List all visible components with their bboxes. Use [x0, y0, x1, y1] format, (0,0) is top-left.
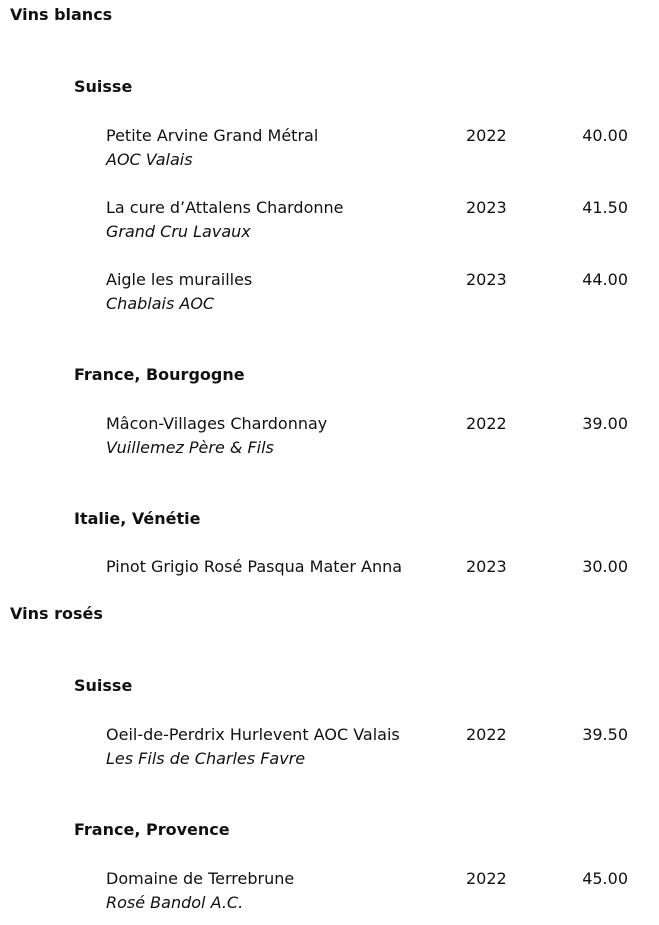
wine-appellation: Chablais AOC: [106, 294, 215, 313]
wine-year: 2023: [466, 557, 507, 576]
wine-name: Domaine de Terrebrune: [106, 869, 295, 888]
wine-item: [106, 555, 636, 579]
wine-price: 45.00: [582, 869, 628, 888]
wine-year: 2022: [466, 869, 507, 888]
wine-year: 2023: [466, 198, 507, 217]
wine-price: 41.50: [582, 198, 628, 217]
wine-name: Pinot Grigio Rosé Pasqua Mater Anna: [106, 557, 403, 576]
wine-item: [106, 196, 636, 244]
wine-price: 40.00: [582, 126, 628, 145]
region-title-suisse-blancs: Suisse: [74, 77, 133, 96]
section-title-vins-roses: Vins rosés: [10, 604, 103, 623]
region-title-france-bourgogne: France, Bourgogne: [74, 365, 245, 384]
wine-price: 30.00: [582, 557, 628, 576]
wine-item: [106, 124, 636, 172]
wine-appellation: Les Fils de Charles Favre: [106, 749, 306, 768]
wine-item: [106, 268, 636, 316]
region-title-france-provence: France, Provence: [74, 820, 230, 839]
wine-year: 2022: [466, 414, 507, 433]
wine-name: Oeil-de-Perdrix Hurlevent AOC Valais: [106, 725, 400, 744]
wine-appellation: AOC Valais: [106, 150, 193, 169]
wine-year: 2023: [466, 270, 507, 289]
wine-price: 39.50: [582, 725, 628, 744]
wine-appellation: Rosé Bandol A.C.: [106, 893, 244, 912]
region-title-italie-venetie: Italie, Vénétie: [74, 509, 201, 528]
region-title-suisse-roses: Suisse: [74, 676, 133, 695]
wine-price: 44.00: [582, 270, 628, 289]
wine-item: [106, 867, 636, 915]
wine-appellation: Grand Cru Lavaux: [106, 222, 251, 241]
wine-name: Aigle les murailles: [106, 270, 253, 289]
wine-item: [106, 723, 636, 771]
wine-price: 39.00: [582, 414, 628, 433]
wine-name: Petite Arvine Grand Métral: [106, 126, 319, 145]
wine-name: Mâcon-Villages Chardonnay: [106, 414, 328, 433]
wine-appellation: Vuillemez Père & Fils: [106, 438, 274, 457]
section-title-vins-blancs: Vins blancs: [10, 5, 113, 24]
wine-year: 2022: [466, 126, 507, 145]
wine-year: 2022: [466, 725, 507, 744]
wine-name: La cure d’Attalens Chardonne: [106, 198, 344, 217]
wine-item: [106, 412, 636, 460]
